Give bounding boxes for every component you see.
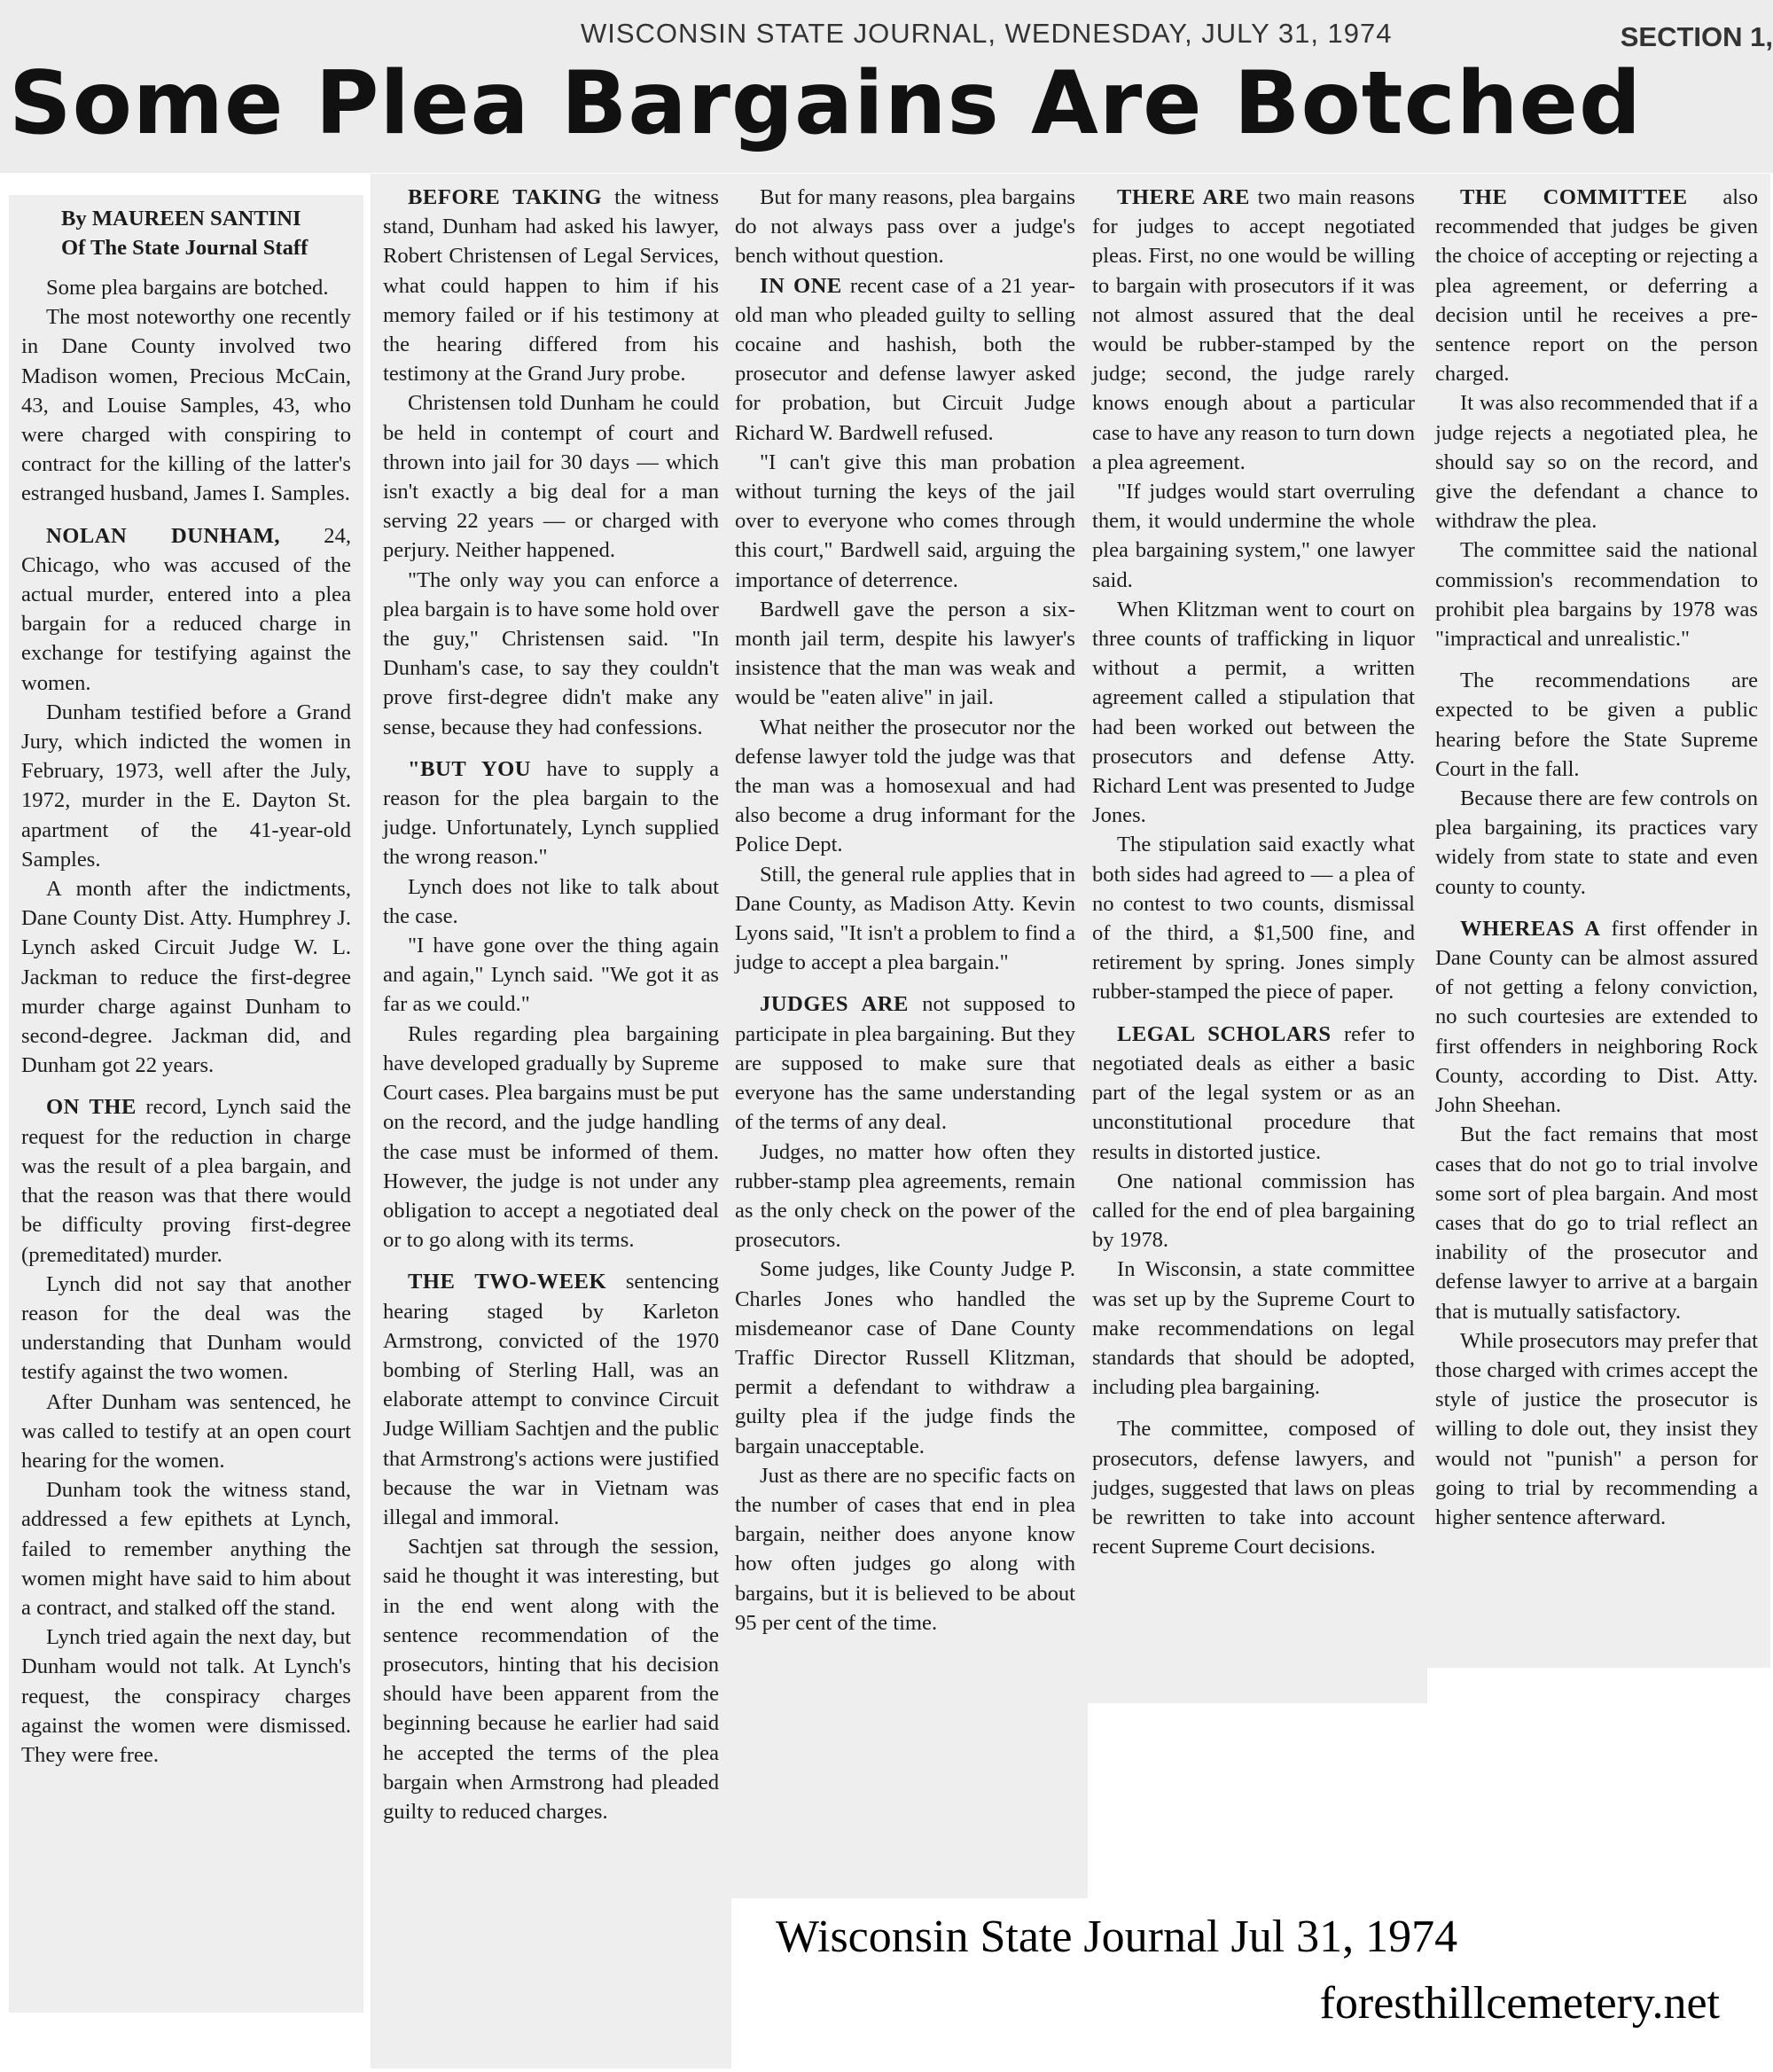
paragraph-lead-in: THE COMMITTEE — [1460, 185, 1688, 209]
article-paragraph — [383, 1267, 719, 1532]
paragraph-text: sentencing hearing staged by Karleton Armstrong, convicted of the 1970 bombing of Sterling Hall, was an elaborate attempt to convince Circuit Judge William Sachtjen and the public that Armstrong's actions were justified because the war in Vietnam was illegal and immoral. — [383, 1270, 719, 1529]
paragraph-text: The most noteworthy one recently in Dane County involved two Madison women, Precious McCain, 43, and Louise Samples, 43, who were charged with conspiring to contract for the killing of the latter's estranged husband, James I. Samples. — [21, 305, 351, 506]
section-label: SECTION 1, — [1620, 21, 1773, 52]
paragraph-text: not supposed to participate in plea bargaining. But they are supposed to make sure that everyone has the same understanding of the terms of any deal. — [735, 992, 1076, 1135]
article-paragraph — [1435, 1326, 1758, 1532]
article-paragraph — [1435, 666, 1758, 784]
article-paragraph — [21, 874, 351, 1080]
article-paragraph — [21, 521, 351, 698]
paragraph-lead-in: BEFORE TAKING — [408, 185, 603, 209]
article-paragraph — [1435, 388, 1758, 536]
paragraph-text: "I have gone over the thing again and again," Lynch said. "We got it as far as we could." — [383, 934, 719, 1017]
article-paragraph — [1092, 1414, 1415, 1561]
article-paragraph — [1092, 1020, 1415, 1167]
paragraph-text: Dunham testified before a Grand Jury, which indicted the women in February, 1973, well after the July, 1972, murder in the E. Dayton St. apartment of the 41-year-old Samples. — [21, 700, 351, 872]
paragraph-text: Sachtjen sat through the session, said he thought it was interesting, but in the end went along with the sentence recommendation of the prosecutors, hinting that his decision should have been apparent from the beginning because he earlier had said he accepted the terms of the plea bargain when Armstrong had pleaded guilty to reduced charges. — [383, 1535, 719, 1824]
paragraph-lead-in: WHEREAS A — [1460, 916, 1601, 941]
paragraph-text: Some judges, like County Judge P. Charles Jones who handled the misdemeanor case of Dane County Traffic Director Russell Klitzman, permit a defendant to withdraw a guilty plea if the judge finds the bargain unacceptable. — [735, 1257, 1075, 1458]
article-column-3 — [722, 174, 1088, 1898]
paragraph-text: The committee, composed of prosecutors, defense lawyers, and judges, suggested that laws on pleas be rewritten to take into account recent Supreme Court decisions. — [1092, 1417, 1415, 1560]
article-paragraph — [1092, 1255, 1415, 1402]
paragraph-text: 24, Chicago, who was accused of the actual murder, entered into a plea bargain for a reduced charge in exchange for testifying against the women. — [21, 523, 352, 695]
article-paragraph — [735, 1138, 1075, 1255]
article-paragraph — [383, 1532, 719, 1826]
article-paragraph — [1092, 1167, 1415, 1255]
paragraph-text: recent case of a 21 year-old man who pleaded guilty to selling cocaine and hashish, both the prosecutor and defense lawyer asked for probation, but Circuit Judge Richard W. Bardwell refused. — [735, 273, 1075, 445]
paragraph-text: Judges, no matter how often they rubber-stamp plea agreements, remain as the only check on the power of the prosecutors. — [735, 1139, 1075, 1253]
paragraph-text: While prosecutors may prefer that those charged with crimes accept the style of justice the prosecutor is willing to dole out, they insist they would not "punish" a person for going to trial by recommending a higher sentence afterward. — [1435, 1328, 1758, 1529]
article-paragraph — [1092, 595, 1415, 831]
paragraph-text: Christensen told Dunham he could be held in contempt of court and thrown into jail for 30 days — which isn't exactly a big deal for a man serving 22 years — or charged with perjury. Neither happened. — [383, 391, 719, 563]
paragraph-text: "If judges would start overruling them, it would undermine the whole plea bargaining system," one lawyer said. — [1092, 480, 1415, 592]
paragraph-text: The stipulation said exactly what both sides had agreed to — a plea of no contest to two counts, dismissal of the third, a $1,500 fine, and retirement by spring. Jones simply rubber-stamped the piece of paper. — [1092, 833, 1415, 1005]
paragraph-text: Dunham took the witness stand, addressed a few epithets at Lynch, failed to remember anything the women might have said to him about a contract, and stalked off the stand. — [21, 1478, 351, 1620]
credit-website: foresthillcemetery.net — [1319, 1978, 1720, 2029]
paragraph-text: Because there are few controls on plea bargaining, its practices vary widely from state to state and even county to county. — [1435, 786, 1758, 899]
article-paragraph — [1435, 784, 1758, 902]
paragraph-text: Still, the general rule applies that in Dane County, as Madison Atty. Kevin Lyons said, "It isn't a problem to find a judge to accept a plea bargain." — [735, 862, 1075, 975]
article-paragraph — [735, 595, 1075, 713]
article-paragraph — [21, 1388, 351, 1476]
paragraph-lead-in: LEGAL SCHOLARS — [1117, 1021, 1332, 1046]
article-paragraph — [735, 271, 1075, 448]
paragraph-text: One national commission has called for the end of plea bargaining by 1978. — [1092, 1169, 1415, 1253]
paragraph-lead-in: THERE ARE — [1117, 185, 1250, 209]
article-paragraph — [1435, 183, 1758, 388]
article-paragraph — [21, 1092, 351, 1269]
article-column-4 — [1080, 174, 1427, 1703]
paragraph-text: After Dunham was sentenced, he was called to testify at an open court hearing for the women. — [21, 1389, 351, 1473]
paragraph-text: A month after the indictments, Dane County Dist. Atty. Humphrey J. Lynch asked Circuit Judge W. L. Jackman to reduce the first-degree murder charge against Dunham to second-degree. Jackman did, and Dunham got 22 years. — [21, 877, 351, 1078]
article-paragraph — [735, 1461, 1075, 1638]
article-paragraph — [735, 448, 1075, 595]
article-paragraph — [21, 1475, 351, 1622]
article-paragraph — [735, 1255, 1075, 1460]
paragraph-text: Bardwell gave the person a six-month jail term, despite his lawyer's insistence that the man was weak and would be "eaten alive" in jail. — [735, 597, 1075, 710]
byline — [61, 204, 351, 262]
paragraph-text: What neither the prosecutor nor the defense lawyer told the judge was that the man was a homosexual and had also become a drug informant for the Police Dept. — [735, 715, 1075, 857]
article-paragraph — [383, 872, 719, 931]
paragraph-text: The committee said the national commission's recommendation to prohibit plea bargains by 1978 was "impractical and unrealistic." — [1435, 538, 1758, 652]
paragraph-text: "I can't give this man probation without turning the keys of the jail over to everyone who comes through this court," Bardwell said, arguing the importance of deterrence. — [735, 450, 1075, 592]
article-paragraph — [383, 388, 719, 565]
article-column-5 — [1423, 174, 1770, 1668]
article-paragraph — [1092, 830, 1415, 1006]
article-paragraph — [383, 931, 719, 1020]
paragraph-text: The recommendations are expected to be given a public hearing before the State Supreme Court in the fall. — [1435, 669, 1758, 781]
article-paragraph — [735, 183, 1075, 271]
article-paragraph — [1092, 183, 1415, 477]
byline-author: By MAUREEN SANTINI — [61, 207, 301, 231]
paragraph-text: Some plea bargains are botched. — [46, 276, 329, 300]
article-paragraph — [1092, 477, 1415, 595]
paragraph-lead-in: NOLAN DUNHAM, — [46, 523, 281, 548]
paragraph-lead-in: THE TWO-WEEK — [408, 1270, 607, 1294]
paragraph-text: two main reasons for judges to accept negotiated pleas. First, no one would be willing to bargain with prosecutors if it was not almost assured that the deal would be rubber-stamped by the judge; second, the judge rarely knows enough about a particular case to have any reason to turn down a plea agreement. — [1092, 185, 1416, 474]
article-paragraph — [735, 989, 1075, 1137]
masthead — [0, 0, 1773, 173]
article-paragraph — [1435, 914, 1758, 1120]
paragraph-lead-in: JUDGES ARE — [760, 992, 909, 1017]
source-credit — [758, 1902, 1769, 2070]
article-paragraph — [21, 302, 351, 508]
paragraph-text: record, Lynch said the request for the reduction in charge was the result of a plea bargain, and that the reason was that there would be difficulty proving first-degree (premeditated) murder. — [21, 1095, 351, 1267]
paragraph-text: Lynch does not like to talk about the case. — [383, 874, 719, 928]
article-paragraph — [735, 713, 1075, 860]
paragraph-text: the witness stand, Dunham had asked his lawyer, Robert Christensen of Legal Services, what could happen to him if his memory failed or if his testimony at the hearing differed from his testimony at the Grand Jury probe. — [383, 185, 720, 387]
paragraph-lead-in: "BUT YOU — [408, 756, 531, 781]
paragraph-text: have to supply a reason for the plea bargain to the judge. Unfortunately, Lynch supplied the wrong reason." — [383, 756, 719, 870]
paragraph-text: Rules regarding plea bargaining have developed gradually by Supreme Court cases. Plea bargains must be put on the record, and the judge handling the case must be informed of them. However, the judge is not under any obligation to accept a negotiated deal or to go along with its terms. — [383, 1021, 719, 1253]
article-paragraph — [1435, 1120, 1758, 1325]
paragraph-text: also recommended that judges be given the choice of accepting or rejecting a plea agreement, or deferring a decision until he receives a pre-sentence report on the person charged. — [1435, 185, 1759, 387]
article-paragraph — [21, 1622, 351, 1770]
article-paragraph — [1435, 536, 1758, 653]
article-paragraph — [383, 755, 719, 872]
paragraph-text: When Klitzman went to court on three counts of trafficking in liquor without a permit, a written agreement called a stipulation that had been worked out between the prosecutors and defense Atty. Richard Lent was presented to Judge Jones. — [1092, 597, 1415, 828]
dateline: WISCONSIN STATE JOURNAL, WEDNESDAY, JULY 31, 1974 — [581, 18, 1393, 49]
paragraph-text: "The only way you can enforce a plea bargain is to have some hold over the guy," Christensen said. "In Dunham's case, to say they couldn't prove first-degree didn't make any sense, because they had confessions. — [383, 567, 719, 739]
paragraph-text: first offender in Dane County can be almost assured of not getting a felony conviction, no such courtesies are extended to first offenders in neighboring Rock County, according to Dist. Atty. John Sheehan. — [1435, 916, 1758, 1118]
paragraph-lead-in: ON THE — [46, 1095, 137, 1120]
article-column-2 — [371, 174, 731, 2068]
paragraph-text: But the fact remains that most cases that do not go to trial involve some sort of plea bargain. And most cases that do go to trial reflect an inability of the prosecutor and defense lawyer to arrive at a bargain that is mutually satisfactory. — [1435, 1122, 1758, 1324]
article-paragraph — [21, 698, 351, 874]
byline-staff: Of The State Journal Staff — [61, 236, 309, 260]
article-paragraph — [383, 1020, 719, 1255]
paragraph-text: refer to negotiated deals as either a basic part of the legal system or as an unconstitutional procedure that results in distorted justice. — [1092, 1021, 1415, 1164]
paragraph-text: It was also recommended that if a judge rejects a negotiated plea, he should say so on the record, and give the defendant a chance to withdraw the plea. — [1435, 391, 1758, 534]
article-paragraph — [735, 860, 1075, 978]
paragraph-text: In Wisconsin, a state committee was set up by the Supreme Court to make recommendations on legal standards that should be adopted, including plea bargaining. — [1092, 1257, 1415, 1400]
paragraph-text: Lynch tried again the next day, but Dunham would not talk. At Lynch's request, the conspiracy charges against the women were dismissed. They were free. — [21, 1625, 351, 1767]
paragraph-text: Just as there are no specific facts on the number of cases that end in plea bargain, neither does anyone know how often judges go along with bargains, but it is believed to be about 95 per cent of the time. — [735, 1463, 1075, 1635]
credit-publication: Wisconsin State Journal Jul 31, 1974 — [776, 1912, 1458, 1962]
paragraph-text: Lynch did not say that another reason for the deal was the understanding that Dunham would testify against the two women. — [21, 1271, 351, 1385]
paragraph-text: But for many reasons, plea bargains do not always pass over a judge's bench without question. — [735, 185, 1075, 269]
paragraph-lead-in: IN ONE — [760, 273, 842, 298]
headline: Some Plea Bargains Are Botched — [9, 53, 1643, 154]
article-paragraph — [383, 566, 719, 742]
article-column-1 — [9, 195, 363, 2013]
article-paragraph — [21, 273, 351, 302]
article-paragraph — [383, 183, 719, 388]
article-paragraph — [21, 1270, 351, 1388]
